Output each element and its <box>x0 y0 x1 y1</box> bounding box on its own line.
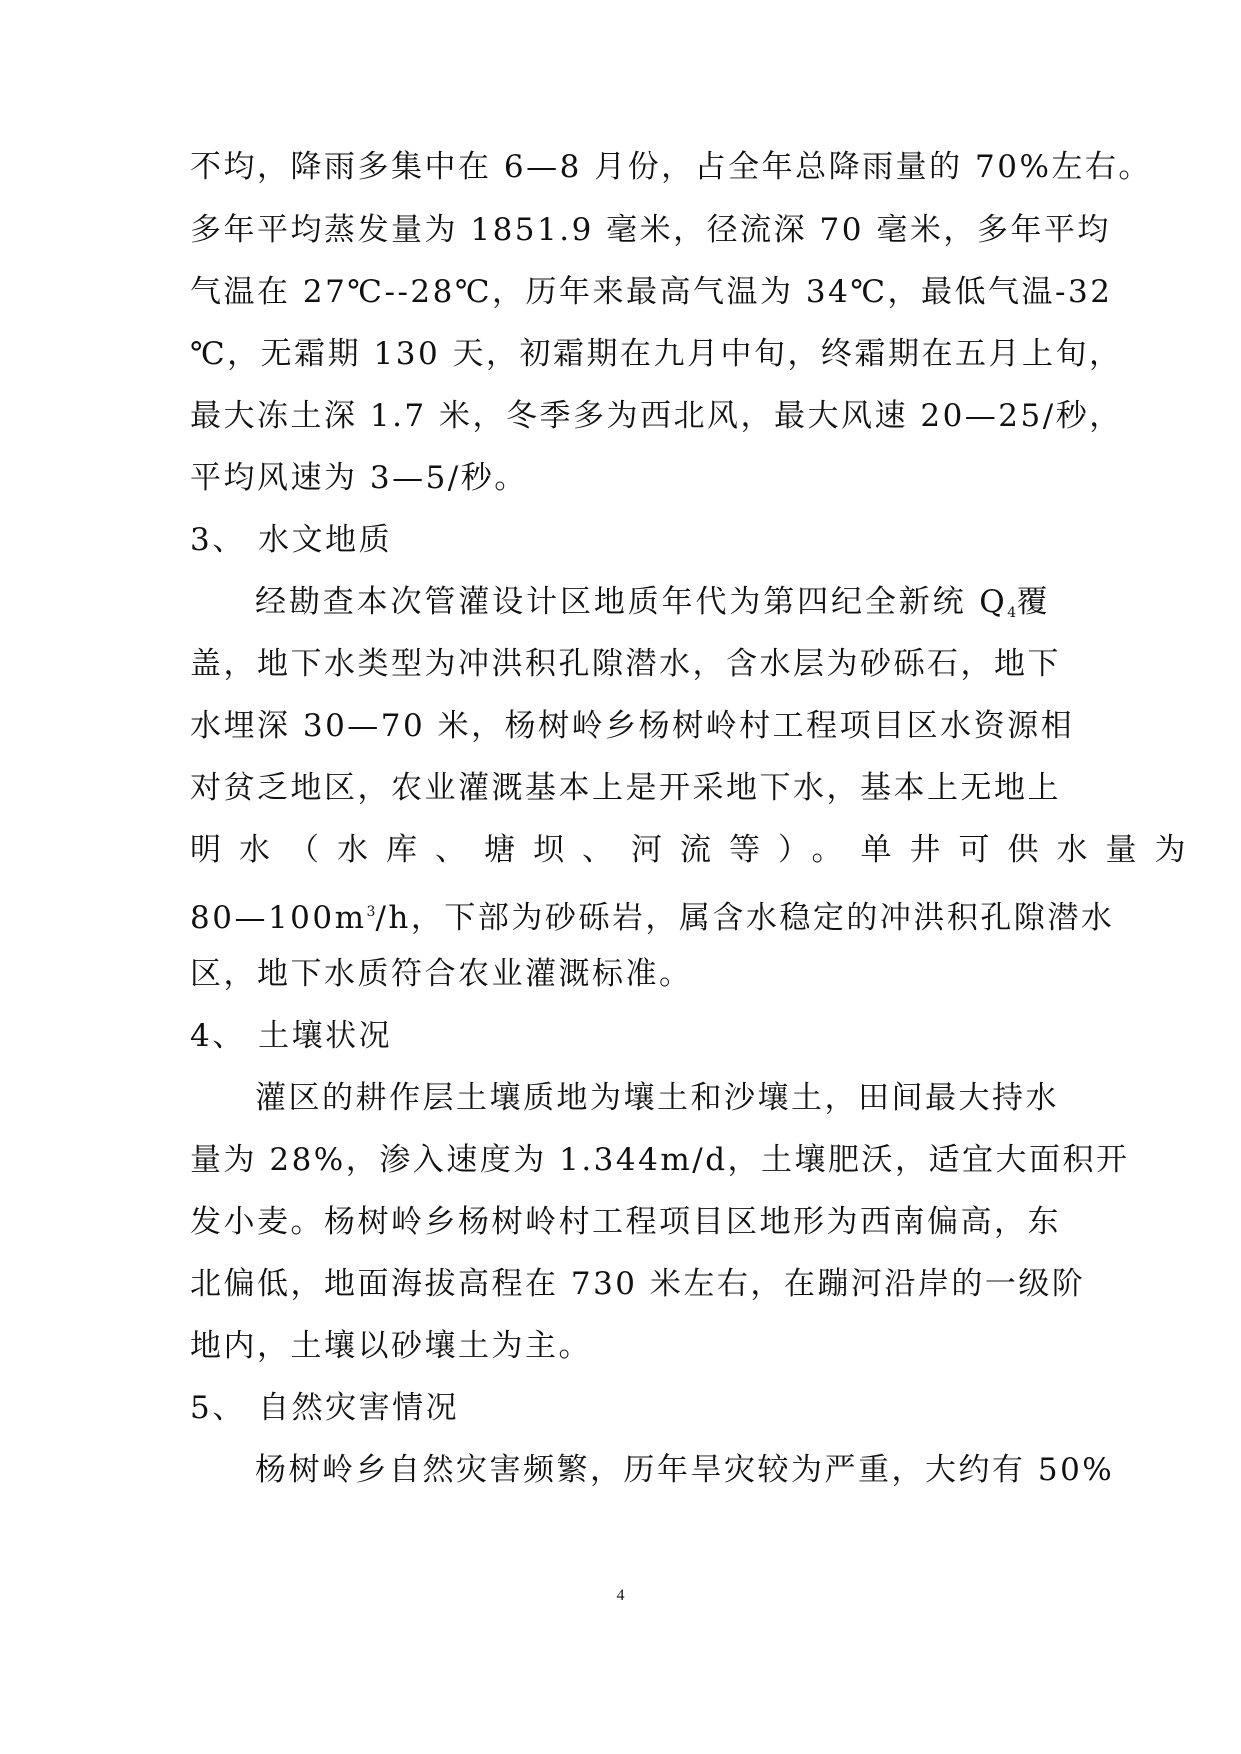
section-heading-soil: 4、 土壤状况 <box>190 1018 393 1054</box>
text-line-18: 发小麦。杨树岭乡杨树岭村工程项目区地形为西南偏高，东 <box>190 1204 1061 1240</box>
superscript-3: 3 <box>366 904 376 920</box>
text-line-1: 不均，降雨多集中在 6—8 月份，占全年总降雨量的 70%左右。 <box>190 149 1152 185</box>
section-heading-disasters: 5、 自然灾害情况 <box>190 1390 460 1426</box>
text-line-4: ℃，无霜期 130 天，初霜期在九月中旬，终霜期在五月上旬， <box>190 336 1123 372</box>
text-line-16: 灌区的耕作层土壤质地为壤土和沙壤土，田间最大持水 <box>255 1080 1059 1116</box>
text-line-2: 多年平均蒸发量为 1851.9 毫米，径流深 70 毫米，多年平均 <box>190 212 1111 248</box>
text-line-13-end: /h，下部为砂砾岩，属含水稳定的冲洪积孔隙潜水 <box>375 900 1115 936</box>
text-line-8 <box>255 582 1050 622</box>
text-line-3: 气温在 27℃--28℃，历年来最高气温为 34℃，最低气温-32 <box>190 274 1113 310</box>
subscript-4: 4 <box>1007 605 1017 621</box>
text-line-8-end: 覆 <box>1016 584 1050 620</box>
text-line-8-start: 经勘查本次管灌设计区地质年代为第四纪全新统 Q <box>255 584 1008 620</box>
text-line-10: 水埋深 30—70 米，杨树岭乡杨树岭村工程项目区水资源相 <box>190 708 1075 744</box>
text-line-14: 区，地下水质符合农业灌溉标准。 <box>190 956 693 992</box>
text-line-17: 量为 28%，渗入速度为 1.344m/d，土壤肥沃，适宜大面积开 <box>190 1142 1130 1178</box>
text-line-12: 明水（水库、塘坝、河流等）。单井可供水量为 <box>190 832 1204 868</box>
text-line-9: 盖，地下水类型为冲洪积孔隙潜水，含水层为砂砾石，地下 <box>190 646 1061 682</box>
text-line-6: 平均风速为 3—5/秒。 <box>190 460 528 496</box>
text-line-11: 对贫乏地区，农业灌溉基本上是开采地下水，基本上无地上 <box>190 770 1061 806</box>
text-line-13-start: 80—100m <box>190 900 367 936</box>
text-line-5: 最大冻土深 1.7 米，冬季多为西北风，最大风速 20—25/秒， <box>190 398 1123 434</box>
text-line-22: 杨树岭乡自然灾害频繁，历年旱灾较为严重，大约有 50% <box>255 1452 1115 1488</box>
text-line-20: 地内，土壤以砂壤土为主。 <box>190 1328 592 1364</box>
text-line-19: 北偏低，地面海拔高程在 730 米左右，在蹦河沿岸的一级阶 <box>190 1266 1086 1302</box>
page-number: 4 <box>616 1587 625 1604</box>
section-heading-hydrogeology: 3、 水文地质 <box>190 522 393 558</box>
text-line-13 <box>190 892 1115 936</box>
